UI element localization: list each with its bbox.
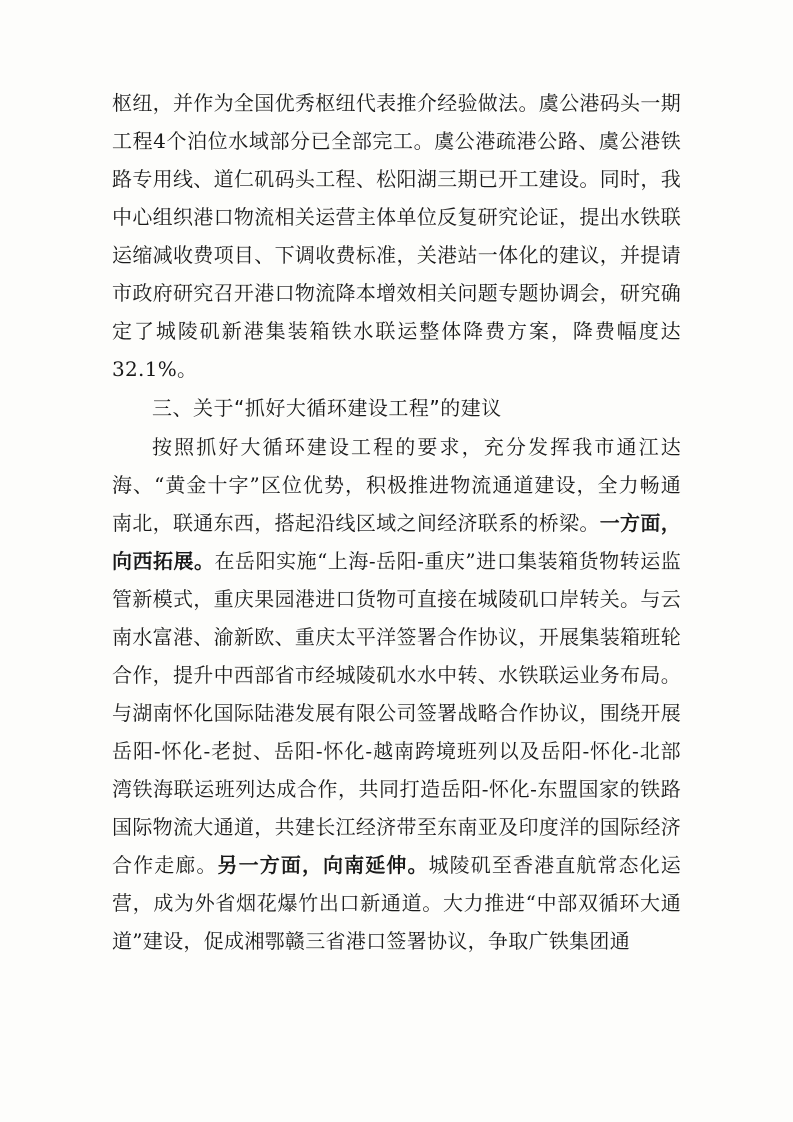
paragraph-major-circulation (112, 428, 681, 960)
south-body-text: 城陵矶至香港直航常态化运营，成为外省烟花爆竹出口新通道。大力推进“中部双循环大通道”建设，促成湘鄂赣三省港口签署协议，争取广铁集团通 (112, 853, 682, 953)
south-lead-phrase: 另一方面，向南延伸。 (217, 853, 429, 877)
paragraph-intro: 按照抓好大循环建设工程的要求，充分发挥我市通江达海、“黄金十字”区位优势，积极推进物流通道建设，全力畅通南北，联通东西，搭起沿线区域之间经济联系的桥梁。 (112, 435, 681, 535)
west-lead-phrase: 一方面，向西拓展。 (112, 511, 682, 573)
section-heading: 三、关于“抓好大循环建设工程”的建议 (152, 396, 502, 420)
west-body-text: 在岳阳实施“上海-岳阳-重庆”进口集装箱货物转运监管新模式，重庆果园港进口货物可直接在城陵矶口岸转关。与云南水富港、渝新欧、重庆太平洋签署合作协议，开展集装箱班轮合作，提升中西部省市经城陵矶水水中转、水铁联运业务布局。与湖南怀化国际陆港发展有限公司签署战略合作协议，围绕开展岳阳-怀化-老挝、岳阳-怀化-越南跨境班列以及岳阳-怀化-北部湾铁海联运班列达成合作，共同打造岳阳-怀化-东盟国家的铁路国际物流大通道，共建长江经济带至东南亚及印度洋的国际经济合作走廊。 (112, 549, 682, 877)
paragraph-continuation: 枢纽，并作为全国优秀枢纽代表推介经验做法。虞公港码头一期工程4个泊位水域部分已全部完工。虞公港疏港公路、虞公港铁路专用线、道仁矶码头工程、松阳湖三期已开工建设。同时，我中心组织港口物流相关运营主体单位反复研究论证，提出水铁联运缩减收费项目、下调收费标准，关港站一体化的建议，并提请市政府研究召开港口物流降本增效相关问题专题协调会，研究确定了城陵矶新港集装箱铁水联运整体降费方案，降费幅度达32.1%。 (112, 91, 681, 381)
